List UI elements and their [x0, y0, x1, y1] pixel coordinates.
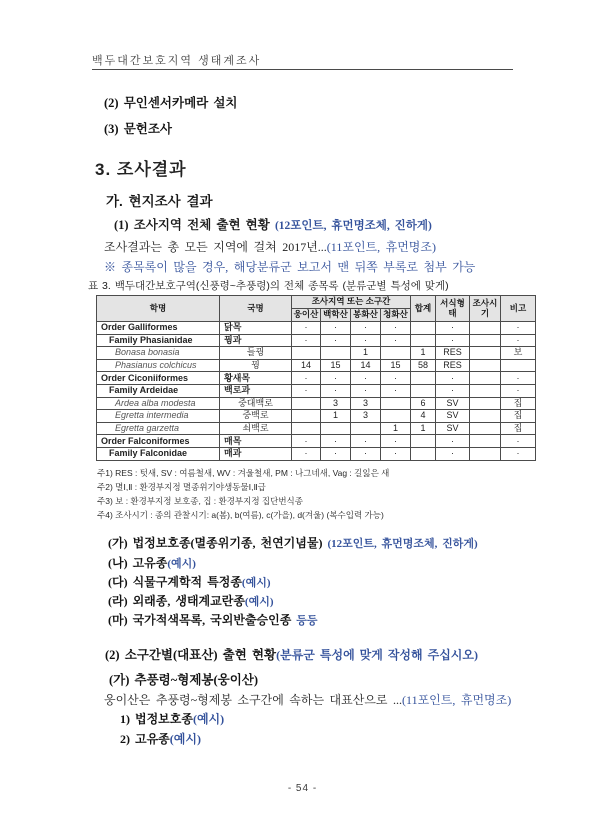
table-cell: SV — [436, 422, 470, 435]
table-cell — [501, 359, 536, 372]
table-cell: 3 — [321, 397, 351, 410]
table-cell: Egretta intermedia — [97, 410, 220, 423]
note-appendix: ※ 종목록이 많을 경우, 해당분류군 보고서 맨 뒤쪽 부록로 첨부 가능 — [104, 260, 476, 274]
table-cell — [411, 447, 436, 460]
table-cell: 황새목 — [220, 372, 292, 385]
table-cell: 중백로 — [220, 410, 292, 423]
table-cell — [470, 372, 501, 385]
table-cell — [381, 410, 411, 423]
format-hint: (11포인트, 휴먼명조) — [326, 240, 436, 254]
format-hint: (예시) — [244, 596, 274, 608]
table-cell: Bonasa bonasia — [97, 347, 220, 360]
table-cell: SV — [436, 397, 470, 410]
table-cell: · — [436, 435, 470, 448]
category-item-endemic-species — [108, 554, 196, 571]
table-cell: · — [351, 384, 381, 397]
table-cell: Order Galliformes — [97, 322, 220, 335]
table-cell: · — [501, 334, 536, 347]
table-cell: · — [292, 435, 321, 448]
format-hint: (예시) — [241, 577, 271, 589]
table-cell: 들꿩 — [220, 347, 292, 360]
table-cell: · — [501, 322, 536, 335]
table-cell: 백로과 — [220, 384, 292, 397]
table-cell: 매목 — [220, 435, 292, 448]
table-cell: · — [501, 447, 536, 460]
table-cell — [470, 422, 501, 435]
table-cell: · — [436, 334, 470, 347]
table-cell: 중대백로 — [220, 397, 292, 410]
category-label: (마) 국가적색목록, 국외반출승인종 — [108, 613, 297, 627]
table-cell — [292, 410, 321, 423]
table-cell: · — [436, 322, 470, 335]
table-cell: 꿩과 — [220, 334, 292, 347]
table-cell: 쇠백로 — [220, 422, 292, 435]
table-cell: 보 — [501, 347, 536, 360]
format-hint: (예시) — [167, 558, 196, 570]
table-cell — [470, 384, 501, 397]
table-cell: · — [321, 372, 351, 385]
table-header — [97, 296, 536, 322]
body-text: 웅이산은 추풍령~형제봉 소구간에 속하는 대표산으로 ... — [104, 693, 403, 707]
table-cell — [411, 384, 436, 397]
table-cell: 집 — [501, 397, 536, 410]
col-header-period: 조사시기 — [470, 296, 501, 322]
table-cell: 1 — [321, 410, 351, 423]
table-cell — [292, 347, 321, 360]
table-row — [97, 372, 536, 385]
table-cell: · — [321, 447, 351, 460]
table-cell: 4 — [411, 410, 436, 423]
table-cell: · — [436, 384, 470, 397]
category-item-red-list — [108, 611, 318, 628]
table-cell: 14 — [351, 359, 381, 372]
body-paragraph-2 — [104, 691, 511, 708]
table-cell: · — [351, 372, 381, 385]
table-cell: Family Falconidae — [97, 447, 220, 460]
col-header-region-4: 청화산 — [381, 309, 411, 322]
table-row — [97, 397, 536, 410]
list-item-sensor-camera: (2) 무인센서카메라 설치 — [104, 96, 238, 110]
table-cell: · — [351, 322, 381, 335]
table-cell: 닭목 — [220, 322, 292, 335]
col-header-region-group: 조사지역 또는 소구간 — [292, 296, 411, 309]
format-hint: (예시) — [169, 732, 201, 746]
table-cell — [411, 334, 436, 347]
table-cell: · — [292, 384, 321, 397]
table-cell: · — [381, 435, 411, 448]
col-header-kor-name: 국명 — [220, 296, 292, 322]
table-cell — [470, 334, 501, 347]
table-cell: 매과 — [220, 447, 292, 460]
category-label: (나) 고유종 — [108, 556, 168, 570]
category-label: (라) 외래종, 생태계교란종 — [108, 594, 245, 608]
table-cell: Phasianus colchicus — [97, 359, 220, 372]
running-header: 백두대간보호지역 생태계조사 — [92, 55, 262, 67]
species-table — [96, 295, 536, 461]
subsection-title: 가. 현지조사 결과 — [106, 194, 213, 209]
footnote-1: 주1) RES : 텃새, SV : 여름철새, WV : 겨울철새, PM : 나그네새, Vag : 길잃은 새 — [97, 468, 390, 478]
table-cell: 꿩 — [220, 359, 292, 372]
table-cell: 6 — [411, 397, 436, 410]
table-cell — [470, 447, 501, 460]
table-row — [97, 447, 536, 460]
table-cell — [470, 410, 501, 423]
col-header-region-2: 백학산 — [321, 309, 351, 322]
format-hint: (12포인트, 휴먼명조체, 진하게) — [327, 538, 478, 550]
table-cell: · — [292, 372, 321, 385]
table-cell: Egretta garzetta — [97, 422, 220, 435]
format-hint: (11포인트, 휴먼명조) — [402, 693, 512, 707]
heading-text: (2) 소구간별(대표산) 출현 현황 — [105, 648, 277, 662]
table-cell: · — [501, 372, 536, 385]
table-cell: Ardea alba modesta — [97, 397, 220, 410]
table-cell: · — [292, 447, 321, 460]
format-hint: 등등 — [296, 615, 318, 627]
table-cell: 1 — [411, 347, 436, 360]
table-row — [97, 359, 536, 372]
footnote-2: 주2) 멸Ⅰ,Ⅱ : 환경부지정 멸종위기야생동물Ⅰ,Ⅱ급 — [97, 482, 266, 492]
category-label: (가) 법정보호종(멸종위기종, 천연기념물) — [108, 536, 328, 550]
table-row — [97, 435, 536, 448]
table-row — [97, 322, 536, 335]
heading-overall-occurrence — [114, 215, 432, 233]
category-label: (다) 식물구계학적 특정종 — [108, 575, 242, 589]
table-cell: · — [436, 372, 470, 385]
col-header-habit: 서식형태 — [436, 296, 470, 322]
table-cell: 15 — [321, 359, 351, 372]
table-cell: 집 — [501, 422, 536, 435]
table-cell — [470, 435, 501, 448]
table-cell: Order Ciconiiformes — [97, 372, 220, 385]
table-cell: · — [381, 322, 411, 335]
col-header-total: 합계 — [411, 296, 436, 322]
table-cell — [321, 347, 351, 360]
heading-chupungnyeong: (가) 추풍령~형제봉(웅이산) — [109, 673, 259, 687]
table-cell: Order Falconiformes — [97, 435, 220, 448]
table-cell: · — [351, 447, 381, 460]
table-cell: · — [321, 384, 351, 397]
format-hint: (12포인트, 휴먼명조체, 진하게) — [274, 220, 432, 232]
table-cell — [470, 397, 501, 410]
table-cell — [292, 397, 321, 410]
table-row — [97, 422, 536, 435]
table-cell — [411, 435, 436, 448]
table-cell — [381, 347, 411, 360]
table-cell: 1 — [411, 422, 436, 435]
category-item-protected-species — [108, 534, 478, 551]
table-cell: · — [381, 447, 411, 460]
sub-item-endemic-species — [120, 730, 201, 747]
table-row — [97, 347, 536, 360]
body-paragraph — [104, 238, 436, 255]
table-cell: 집 — [501, 410, 536, 423]
table-cell: · — [292, 322, 321, 335]
table-cell: Family Phasianidae — [97, 334, 220, 347]
footnote-3: 주3) 보 : 환경부지정 보호종, 집 : 환경부지정 집단번식종 — [97, 496, 303, 506]
table-cell: 1 — [351, 347, 381, 360]
table-cell: RES — [436, 359, 470, 372]
table-cell: 14 — [292, 359, 321, 372]
table-cell: · — [501, 384, 536, 397]
table-cell: 1 — [381, 422, 411, 435]
table-cell — [321, 422, 351, 435]
table-cell: 58 — [411, 359, 436, 372]
table-cell: · — [501, 435, 536, 448]
list-item-literature-survey: (3) 문헌조사 — [104, 122, 173, 136]
col-header-remark: 비고 — [501, 296, 536, 322]
table-row — [97, 334, 536, 347]
table-cell: 15 — [381, 359, 411, 372]
table-cell: Family Ardeidae — [97, 384, 220, 397]
table-cell — [292, 422, 321, 435]
table-cell — [411, 372, 436, 385]
heading-text: (1) 조사지역 전체 출현 현황 — [114, 218, 275, 232]
heading-subsection-occurrence — [105, 645, 478, 663]
table-cell — [470, 347, 501, 360]
col-header-region-1: 웅이산 — [292, 309, 321, 322]
table-cell: · — [381, 384, 411, 397]
table-cell: 3 — [351, 410, 381, 423]
table-caption: 표 3. 백두대간보호구역(신풍령~추풍령)의 전체 종목록 (분류군별 특성에 맞게) — [88, 280, 449, 292]
category-item-floristic-species — [108, 573, 271, 590]
table-cell: · — [351, 334, 381, 347]
table-row — [97, 410, 536, 423]
section-title: 3. 조사결과 — [95, 160, 187, 179]
format-hint: (예시) — [192, 712, 225, 726]
table-cell: · — [292, 334, 321, 347]
table-cell: 3 — [351, 397, 381, 410]
sub-item-protected-species — [120, 710, 224, 727]
table-cell: · — [321, 435, 351, 448]
table-cell — [470, 359, 501, 372]
table-cell: · — [321, 322, 351, 335]
table-row — [97, 384, 536, 397]
table-cell — [351, 422, 381, 435]
sub-item-label: 1) 법정보호종 — [120, 712, 193, 726]
table-cell: · — [436, 447, 470, 460]
footnote-4: 주4) 조사시기 : 종의 관찰시기: a(봄), b(여름), c(가을), d(겨울) (복수입력 가능) — [97, 510, 384, 520]
col-header-region-3: 봉화산 — [351, 309, 381, 322]
sub-item-label: 2) 고유종 — [120, 732, 170, 746]
body-text: 조사결과는 총 모든 지역에 걸쳐 2017년... — [104, 240, 327, 254]
page-number: - 54 - — [287, 783, 318, 794]
table-cell: RES — [436, 347, 470, 360]
format-hint: (분류군 특성에 맞게 작성해 주십시오) — [276, 648, 478, 662]
table-cell: · — [381, 372, 411, 385]
species-table-body — [97, 322, 536, 461]
table-cell: SV — [436, 410, 470, 423]
table-cell: · — [321, 334, 351, 347]
table-cell: · — [381, 334, 411, 347]
table-cell — [411, 322, 436, 335]
category-item-alien-species — [108, 592, 274, 609]
table-cell — [470, 322, 501, 335]
header-rule — [92, 69, 513, 70]
table-cell — [381, 397, 411, 410]
col-header-sci-name: 학명 — [97, 296, 220, 322]
table-cell: · — [351, 435, 381, 448]
